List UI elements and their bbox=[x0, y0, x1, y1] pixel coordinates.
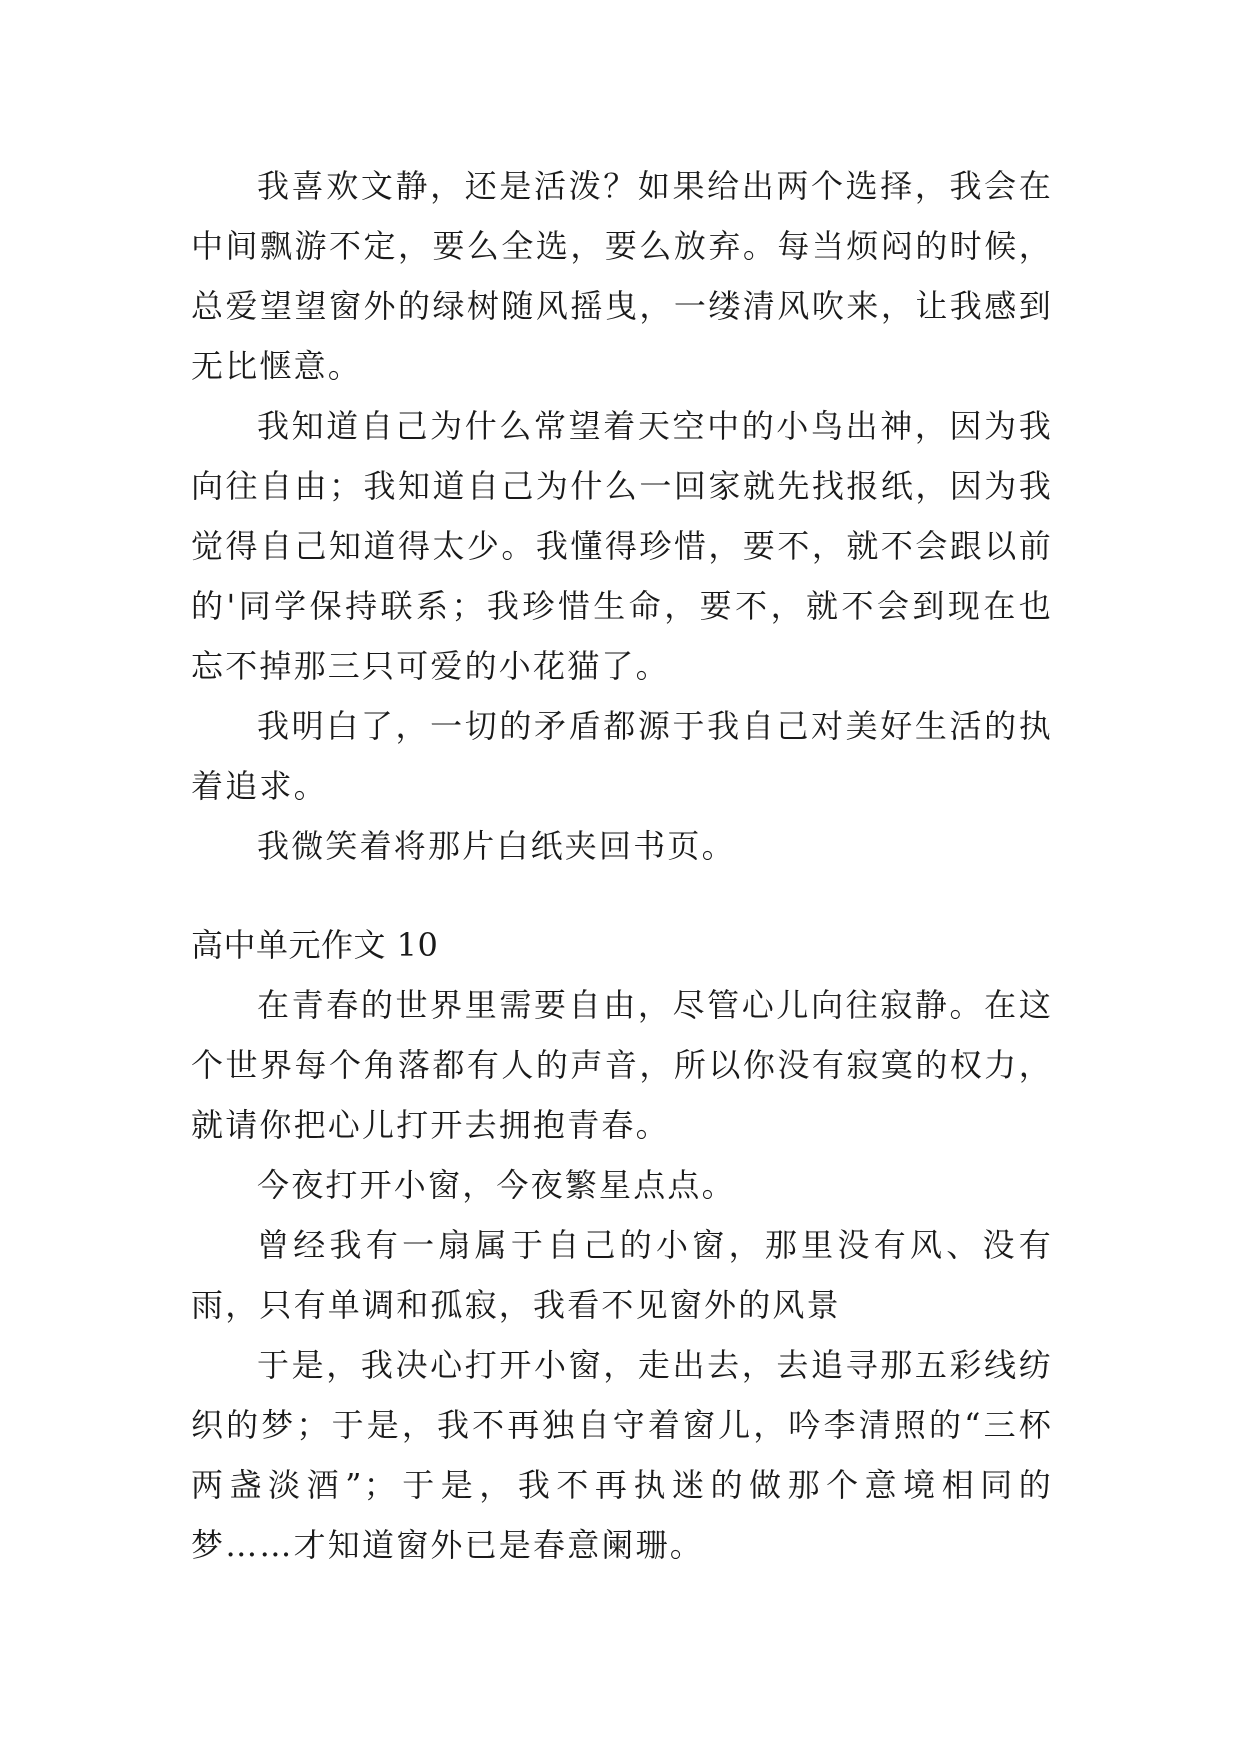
paragraph: 今夜打开小窗，今夜繁星点点。 bbox=[257, 1166, 736, 1204]
essay-section-2 bbox=[191, 915, 1053, 1575]
paragraph: 我明白了，一切的矛盾都源于我自己对美好生活的执着追求。 bbox=[191, 707, 1053, 805]
essay-section-1 bbox=[191, 156, 1053, 876]
paragraph: 曾经我有一扇属于自己的小窗，那里没有风、没有雨，只有单调和孤寂，我看不见窗外的风景 bbox=[191, 1226, 1053, 1324]
paragraph: 我喜欢文静，还是活泼？如果给出两个选择，我会在中间飘游不定，要么全选，要么放弃。每当烦闷的时候，总爱望望窗外的绿树随风摇曳，一缕清风吹来，让我感到无比惬意。 bbox=[191, 167, 1053, 385]
paragraph: 我微笑着将那片白纸夹回书页。 bbox=[257, 827, 736, 865]
paragraph: 在青春的世界里需要自由，尽管心儿向往寂静。在这个世界每个角落都有人的声音，所以你没有寂寞的权力，就请你把心儿打开去拥抱青春。 bbox=[191, 986, 1053, 1144]
paragraph: 于是，我决心打开小窗，走出去，去追寻那五彩线纺织的梦；于是，我不再独自守着窗儿，吟李清照的“三杯两盏淡酒”；于是，我不再执迷的做那个意境相同的梦……才知道窗外已是春意阑珊。 bbox=[191, 1346, 1053, 1564]
paragraph: 我知道自己为什么常望着天空中的小鸟出神，因为我向往自由；我知道自己为什么一回家就先找报纸，因为我觉得自己知道得太少。我懂得珍惜，要不，就不会跟以前的'同学保持联系；我珍惜生命，要不，就不会到现在也忘不掉那三只可爱的小花猫了。 bbox=[191, 407, 1053, 685]
essay-title: 高中单元作文 10 bbox=[191, 926, 439, 964]
